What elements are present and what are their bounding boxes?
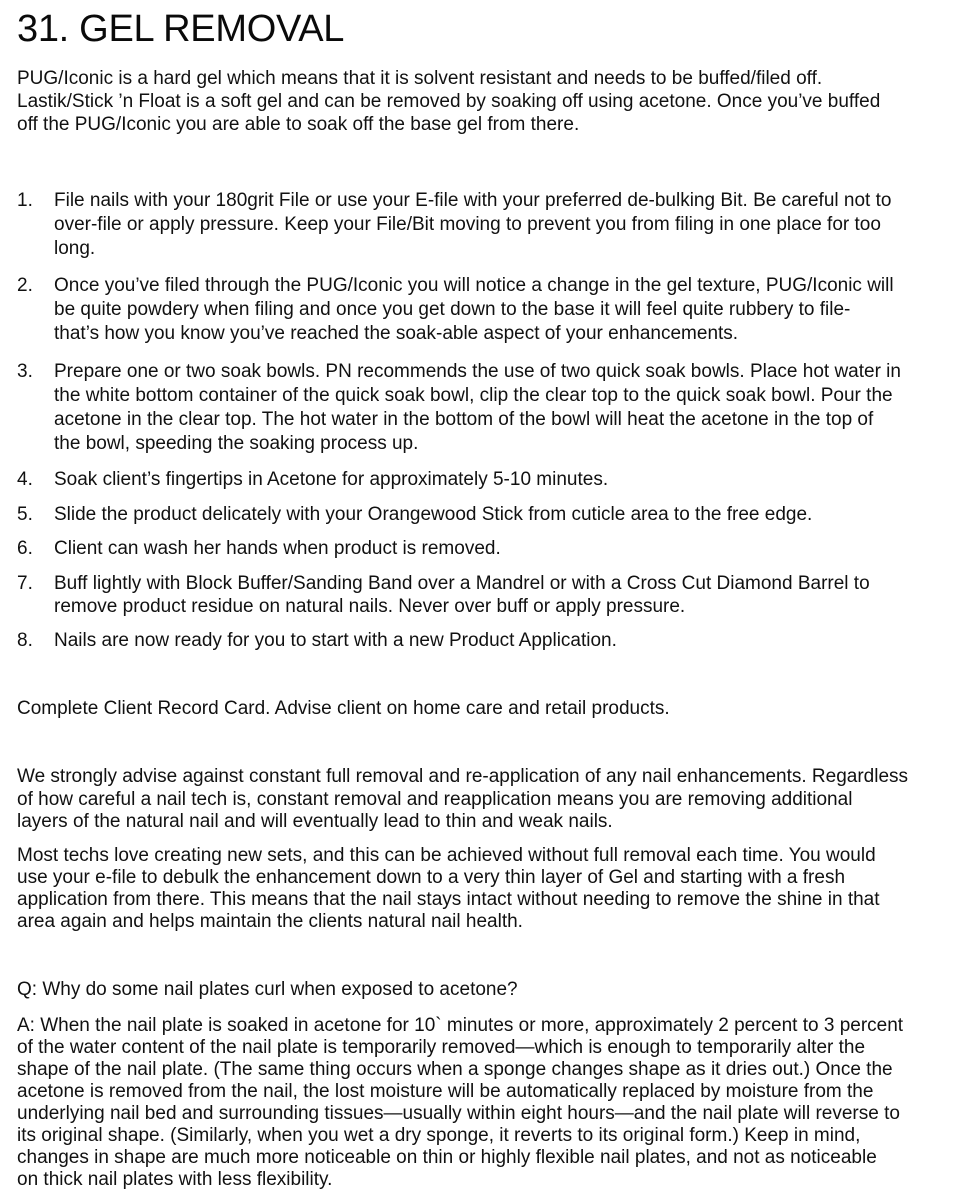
text-line: changes in shape are much more noticeable on thin or highly flexible nail plates, and not as noticeable	[17, 1147, 877, 1168]
text-line: layers of the natural nail and will eventually lead to thin and weak nails.	[17, 811, 613, 832]
text-line: Slide the product delicately with your Orangewood Stick from cuticle area to the free edge.	[54, 504, 813, 525]
text-line: of the water content of the nail plate is temporarily removed—which is enough to temporarily alter the	[17, 1037, 866, 1058]
text-line: long.	[54, 238, 96, 259]
step-number: 3.	[17, 361, 33, 382]
text-line: remove product residue on natural nails. Never over buff or apply pressure.	[54, 596, 686, 617]
text-line: Buff lightly with Block Buffer/Sanding Band over a Mandrel or with a Cross Cut Diamond Barrel to	[54, 573, 870, 594]
text-line: Nails are now ready for you to start with a new Product Application.	[54, 630, 617, 651]
text-line: PUG/Iconic is a hard gel which means that it is solvent resistant and needs to be buffed/filed off.	[17, 68, 823, 89]
step-number: 2.	[17, 275, 33, 296]
faq-question: Q: Why do some nail plates curl when exposed to acetone?	[17, 979, 518, 1000]
text-line: the white bottom container of the quick soak bowl, clip the clear top to the quick soak bowl. Pour the	[54, 385, 893, 406]
text-line: be quite powdery when filing and once you get down to the base it will feel quite rubbery to file-	[54, 299, 851, 320]
text-line: use your e-file to debulk the enhancement down to a very thin layer of Gel and starting with a fresh	[17, 867, 846, 888]
step-number: 4.	[17, 469, 33, 490]
text-line: over-file or apply pressure. Keep your File/Bit moving to prevent you from filing in one place for too	[54, 214, 881, 235]
step-number: 8.	[17, 630, 33, 651]
text-line: of how careful a nail tech is, constant removal and reapplication means you are removing additional	[17, 789, 853, 810]
text-line: Once you’ve filed through the PUG/Iconic you will notice a change in the gel texture, PUG/Iconic will	[54, 275, 894, 296]
text-line: underlying nail bed and surrounding tissues—usually within eight hours—and the nail plate will reverse to	[17, 1103, 900, 1124]
text-line: area again and helps maintain the clients natural nail health.	[17, 911, 523, 932]
step-number: 1.	[17, 190, 33, 211]
text-line: Most techs love creating new sets, and this can be achieved without full removal each time. You would	[17, 845, 876, 866]
text-line: acetone is removed from the nail, the lost moisture will be automatically replaced by moisture from the	[17, 1081, 874, 1102]
step-number: 7.	[17, 573, 33, 594]
step-number: 5.	[17, 504, 33, 525]
text-line: A: When the nail plate is soaked in acetone for 10` minutes or more, approximately 2 percent to 3 percent	[17, 1015, 904, 1036]
text-line: File nails with your 180grit File or use your E-file with your preferred de-bulking Bit. Be careful not to	[54, 190, 892, 211]
text-line: Client can wash her hands when product is removed.	[54, 538, 501, 559]
text-line: application from there. This means that the nail stays intact without needing to remove the shine in that	[17, 889, 880, 910]
text-line: We strongly advise against constant full removal and re-application of any nail enhancements. Regardless	[17, 766, 909, 787]
text-line: Prepare one or two soak bowls. PN recommends the use of two quick soak bowls. Place hot water in	[54, 361, 901, 382]
text-line: Soak client’s fingertips in Acetone for approximately 5-10 minutes.	[54, 469, 609, 490]
text-line: the bowl, speeding the soaking process up.	[54, 433, 419, 454]
text-line: acetone in the clear top. The hot water in the bottom of the bowl will heat the acetone in the top of	[54, 409, 874, 430]
text-line: its original shape. (Similarly, when you wet a dry sponge, it reverts to its original form.) Keep in mind,	[17, 1125, 861, 1146]
page-title: 31. GEL REMOVAL	[17, 8, 345, 50]
text-line: that’s how you know you’ve reached the soak-able aspect of your enhancements.	[54, 323, 739, 344]
step-number: 6.	[17, 538, 33, 559]
text-line: Lastik/Stick ’n Float is a soft gel and can be removed by soaking off using acetone. Once you’ve buffed	[17, 91, 881, 112]
text-line: shape of the nail plate. (The same thing occurs when a sponge changes shape as it dries out.) Once the	[17, 1059, 893, 1080]
record-card-note: Complete Client Record Card. Advise client on home care and retail products.	[17, 698, 670, 719]
text-line: on thick nail plates with less flexibility.	[17, 1169, 333, 1190]
text-line: off the PUG/Iconic you are able to soak off the base gel from there.	[17, 114, 580, 135]
